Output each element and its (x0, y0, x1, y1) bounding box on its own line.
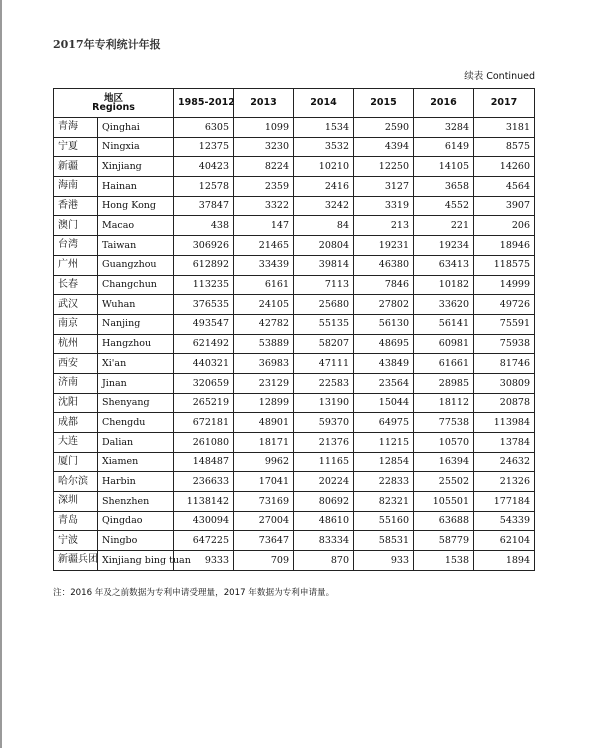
region-en-cell: Hainan (98, 177, 174, 197)
value-cell: 3242 (294, 196, 354, 216)
value-cell: 647225 (174, 531, 234, 551)
value-cell: 75938 (474, 334, 535, 354)
header-region (54, 89, 174, 118)
value-cell: 3907 (474, 196, 535, 216)
value-cell: 64975 (354, 413, 414, 433)
value-cell: 438 (174, 216, 234, 236)
value-cell: 11165 (294, 452, 354, 472)
header-year: 2014 (294, 89, 354, 118)
table-row (54, 511, 535, 531)
table-row (54, 157, 535, 177)
value-cell: 48610 (294, 511, 354, 531)
region-en-cell: Hong Kong (98, 196, 174, 216)
value-cell: 3319 (354, 196, 414, 216)
value-cell: 19234 (414, 236, 474, 256)
region-cn-cell: 澳门 (54, 216, 98, 236)
value-cell: 265219 (174, 393, 234, 413)
region-cn-cell: 海南 (54, 177, 98, 197)
table-row (54, 373, 535, 393)
region-en-cell: Chengdu (98, 413, 174, 433)
value-cell: 48901 (234, 413, 294, 433)
table-row (54, 334, 535, 354)
value-cell: 6149 (414, 137, 474, 157)
value-cell: 12578 (174, 177, 234, 197)
region-cn-cell: 西安 (54, 354, 98, 374)
value-cell: 261080 (174, 433, 234, 453)
table-row (54, 433, 535, 453)
region-en-cell: Qinghai (98, 118, 174, 138)
value-cell: 61661 (414, 354, 474, 374)
value-cell: 14260 (474, 157, 535, 177)
table-row (54, 531, 535, 551)
value-cell: 221 (414, 216, 474, 236)
value-cell: 16394 (414, 452, 474, 472)
value-cell: 376535 (174, 295, 234, 315)
value-cell: 53889 (234, 334, 294, 354)
region-cn-cell: 济南 (54, 373, 98, 393)
value-cell: 8575 (474, 137, 535, 157)
region-cn-cell: 青海 (54, 118, 98, 138)
region-cn-cell: 杭州 (54, 334, 98, 354)
value-cell: 49726 (474, 295, 535, 315)
value-cell: 63688 (414, 511, 474, 531)
value-cell: 147 (234, 216, 294, 236)
value-cell: 10182 (414, 275, 474, 295)
value-cell: 33620 (414, 295, 474, 315)
table-row (54, 177, 535, 197)
value-cell: 83334 (294, 531, 354, 551)
region-en-cell: Xinjiang (98, 157, 174, 177)
value-cell: 47111 (294, 354, 354, 374)
value-cell: 27004 (234, 511, 294, 531)
value-cell: 80692 (294, 492, 354, 512)
value-cell: 62104 (474, 531, 535, 551)
value-cell: 3230 (234, 137, 294, 157)
value-cell: 14105 (414, 157, 474, 177)
region-en-cell: Xi'an (98, 354, 174, 374)
region-cn-cell: 新疆 (54, 157, 98, 177)
region-en-cell: Macao (98, 216, 174, 236)
value-cell: 55135 (294, 314, 354, 334)
value-cell: 18946 (474, 236, 535, 256)
region-cn-cell: 哈尔滨 (54, 472, 98, 492)
value-cell: 105501 (414, 492, 474, 512)
region-en-cell: Qingdao (98, 511, 174, 531)
table-row (54, 413, 535, 433)
value-cell: 1894 (474, 551, 535, 571)
table-body (54, 118, 535, 571)
value-cell: 37847 (174, 196, 234, 216)
value-cell: 40423 (174, 157, 234, 177)
value-cell: 6305 (174, 118, 234, 138)
value-cell: 118575 (474, 255, 535, 275)
value-cell: 25680 (294, 295, 354, 315)
value-cell: 4552 (414, 196, 474, 216)
region-cn-cell: 深圳 (54, 492, 98, 512)
table-row (54, 314, 535, 334)
value-cell: 1099 (234, 118, 294, 138)
region-en-cell: Shenzhen (98, 492, 174, 512)
value-cell: 9333 (174, 551, 234, 571)
value-cell: 30809 (474, 373, 535, 393)
region-en-cell: Hangzhou (98, 334, 174, 354)
table-row (54, 275, 535, 295)
value-cell: 13190 (294, 393, 354, 413)
value-cell: 18171 (234, 433, 294, 453)
value-cell: 48695 (354, 334, 414, 354)
value-cell: 1534 (294, 118, 354, 138)
value-cell: 320659 (174, 373, 234, 393)
region-cn-cell: 成都 (54, 413, 98, 433)
report-title: 2017年专利统计年报 (53, 38, 161, 51)
value-cell: 8224 (234, 157, 294, 177)
region-en-cell: Xiamen (98, 452, 174, 472)
header-region-en: Regions (92, 102, 135, 113)
header-year: 1985-2012 (174, 89, 234, 118)
value-cell: 24632 (474, 452, 535, 472)
table-row (54, 492, 535, 512)
value-cell: 22833 (354, 472, 414, 492)
value-cell: 12250 (354, 157, 414, 177)
table-row (54, 196, 535, 216)
region-en-cell: Jinan (98, 373, 174, 393)
table-row (54, 472, 535, 492)
value-cell: 19231 (354, 236, 414, 256)
value-cell: 9962 (234, 452, 294, 472)
region-cn-cell: 台湾 (54, 236, 98, 256)
table-row (54, 216, 535, 236)
value-cell: 148487 (174, 452, 234, 472)
value-cell: 3532 (294, 137, 354, 157)
table-row (54, 137, 535, 157)
value-cell: 113235 (174, 275, 234, 295)
region-en-cell: Shenyang (98, 393, 174, 413)
value-cell: 21326 (474, 472, 535, 492)
value-cell: 43849 (354, 354, 414, 374)
value-cell: 33439 (234, 255, 294, 275)
header-year: 2017 (474, 89, 535, 118)
region-cn-cell: 新疆兵团 (54, 551, 98, 571)
table-row (54, 255, 535, 275)
region-en-cell: Nanjing (98, 314, 174, 334)
table-row (54, 393, 535, 413)
continued-label: 续表 Continued (464, 71, 535, 82)
region-cn-cell: 长春 (54, 275, 98, 295)
value-cell: 58207 (294, 334, 354, 354)
table-row (54, 551, 535, 571)
value-cell: 2590 (354, 118, 414, 138)
value-cell: 82321 (354, 492, 414, 512)
table-header-row (54, 89, 535, 118)
value-cell: 10570 (414, 433, 474, 453)
header-region-cn: 地区 (104, 92, 124, 104)
value-cell: 81746 (474, 354, 535, 374)
value-cell: 21465 (234, 236, 294, 256)
region-en-cell: Wuhan (98, 295, 174, 315)
value-cell: 58531 (354, 531, 414, 551)
value-cell: 3181 (474, 118, 535, 138)
value-cell: 7846 (354, 275, 414, 295)
value-cell: 75591 (474, 314, 535, 334)
region-en-cell: Taiwan (98, 236, 174, 256)
value-cell: 15044 (354, 393, 414, 413)
value-cell: 20804 (294, 236, 354, 256)
region-cn-cell: 宁波 (54, 531, 98, 551)
value-cell: 22583 (294, 373, 354, 393)
value-cell: 3322 (234, 196, 294, 216)
value-cell: 10210 (294, 157, 354, 177)
value-cell: 17041 (234, 472, 294, 492)
value-cell: 24105 (234, 295, 294, 315)
region-en-cell: Guangzhou (98, 255, 174, 275)
value-cell: 73169 (234, 492, 294, 512)
value-cell: 55160 (354, 511, 414, 531)
value-cell: 1138142 (174, 492, 234, 512)
value-cell: 25502 (414, 472, 474, 492)
table-row (54, 118, 535, 138)
value-cell: 709 (234, 551, 294, 571)
value-cell: 84 (294, 216, 354, 236)
value-cell: 113984 (474, 413, 535, 433)
value-cell: 23129 (234, 373, 294, 393)
value-cell: 46380 (354, 255, 414, 275)
value-cell: 672181 (174, 413, 234, 433)
value-cell: 933 (354, 551, 414, 571)
region-en-cell: Harbin (98, 472, 174, 492)
value-cell: 236633 (174, 472, 234, 492)
value-cell: 39814 (294, 255, 354, 275)
table-row (54, 295, 535, 315)
value-cell: 621492 (174, 334, 234, 354)
region-cn-cell: 广州 (54, 255, 98, 275)
region-cn-cell: 南京 (54, 314, 98, 334)
value-cell: 213 (354, 216, 414, 236)
value-cell: 42782 (234, 314, 294, 334)
value-cell: 60981 (414, 334, 474, 354)
value-cell: 21376 (294, 433, 354, 453)
value-cell: 430094 (174, 511, 234, 531)
value-cell: 36983 (234, 354, 294, 374)
value-cell: 23564 (354, 373, 414, 393)
value-cell: 20878 (474, 393, 535, 413)
value-cell: 2416 (294, 177, 354, 197)
header-year: 2013 (234, 89, 294, 118)
value-cell: 493547 (174, 314, 234, 334)
region-cn-cell: 香港 (54, 196, 98, 216)
value-cell: 206 (474, 216, 535, 236)
value-cell: 58779 (414, 531, 474, 551)
patent-statistics-table (53, 88, 535, 571)
value-cell: 7113 (294, 275, 354, 295)
region-en-cell: Dalian (98, 433, 174, 453)
region-en-cell: Xinjiang bing tuan (98, 551, 174, 571)
value-cell: 12899 (234, 393, 294, 413)
value-cell: 14999 (474, 275, 535, 295)
value-cell: 18112 (414, 393, 474, 413)
region-en-cell: Changchun (98, 275, 174, 295)
footnote: 注：2016 年及之前数据为专利申请受理量，2017 年数据为专利申请量。 (53, 588, 335, 598)
value-cell: 54339 (474, 511, 535, 531)
value-cell: 27802 (354, 295, 414, 315)
region-en-cell: Ningxia (98, 137, 174, 157)
value-cell: 1538 (414, 551, 474, 571)
value-cell: 73647 (234, 531, 294, 551)
value-cell: 306926 (174, 236, 234, 256)
region-cn-cell: 青岛 (54, 511, 98, 531)
value-cell: 4394 (354, 137, 414, 157)
value-cell: 20224 (294, 472, 354, 492)
value-cell: 59370 (294, 413, 354, 433)
table-row (54, 236, 535, 256)
header-year: 2016 (414, 89, 474, 118)
value-cell: 56130 (354, 314, 414, 334)
value-cell: 56141 (414, 314, 474, 334)
value-cell: 4564 (474, 177, 535, 197)
value-cell: 63413 (414, 255, 474, 275)
region-cn-cell: 大连 (54, 433, 98, 453)
value-cell: 440321 (174, 354, 234, 374)
value-cell: 177184 (474, 492, 535, 512)
region-cn-cell: 武汉 (54, 295, 98, 315)
table-row (54, 452, 535, 472)
value-cell: 2359 (234, 177, 294, 197)
region-cn-cell: 宁夏 (54, 137, 98, 157)
region-cn-cell: 厦门 (54, 452, 98, 472)
value-cell: 3658 (414, 177, 474, 197)
value-cell: 12375 (174, 137, 234, 157)
region-cn-cell: 沈阳 (54, 393, 98, 413)
table-row (54, 354, 535, 374)
value-cell: 612892 (174, 255, 234, 275)
value-cell: 28985 (414, 373, 474, 393)
value-cell: 3127 (354, 177, 414, 197)
value-cell: 6161 (234, 275, 294, 295)
region-en-cell: Ningbo (98, 531, 174, 551)
value-cell: 11215 (354, 433, 414, 453)
value-cell: 870 (294, 551, 354, 571)
header-year: 2015 (354, 89, 414, 118)
page-edge (0, 0, 2, 748)
value-cell: 3284 (414, 118, 474, 138)
value-cell: 13784 (474, 433, 535, 453)
value-cell: 77538 (414, 413, 474, 433)
value-cell: 12854 (354, 452, 414, 472)
